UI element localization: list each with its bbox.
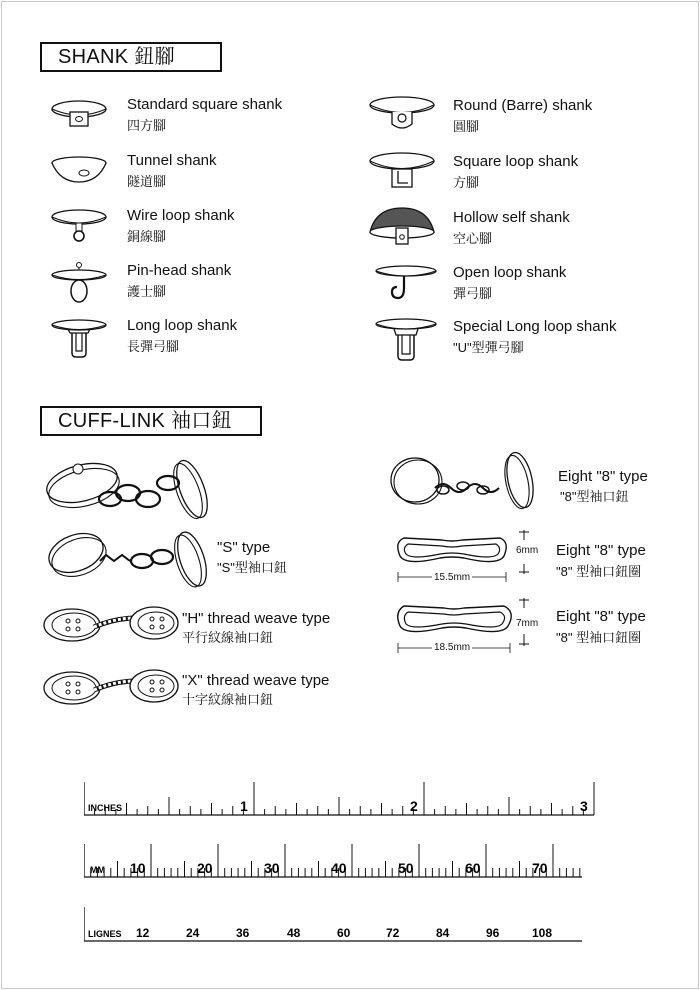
shank-item-standard-square bbox=[50, 96, 330, 136]
ligne-label: 72 bbox=[386, 926, 400, 940]
round-barre-shank-icon bbox=[368, 94, 438, 138]
mm-label: 20 bbox=[197, 860, 213, 876]
ligne-label: 84 bbox=[436, 926, 450, 940]
height-dimension-label: 7mm bbox=[516, 618, 539, 629]
width-dimension-label: 15.5mm bbox=[434, 572, 471, 583]
inches-ruler bbox=[84, 780, 596, 816]
ligne-label: 24 bbox=[186, 926, 200, 940]
cufflink-item-s-type bbox=[42, 523, 322, 593]
s-type-cufflink-icon bbox=[42, 523, 212, 593]
ligne-label: 60 bbox=[337, 926, 351, 940]
mm-label: 40 bbox=[331, 860, 347, 876]
cufflink-section-title: CUFF-LINK 袖口鈕 bbox=[40, 406, 262, 436]
shank-zh-label: 圓腳 bbox=[453, 119, 480, 134]
shank-zh-label: 四方腳 bbox=[127, 118, 167, 133]
tunnel-shank-icon bbox=[50, 152, 110, 192]
cufflink-en-label: Eight "8" type bbox=[556, 608, 646, 625]
cufflink-item-h-thread bbox=[42, 597, 362, 653]
cufflink-item-eight-ring-small bbox=[392, 528, 682, 588]
mm-ruler bbox=[84, 842, 584, 878]
cufflink-en-label: "S" type bbox=[217, 539, 271, 556]
shank-item-long-loop bbox=[50, 317, 330, 361]
shank-zh-label: "U"型彈弓腳 bbox=[453, 340, 524, 355]
shank-item-hollow-self bbox=[368, 206, 668, 250]
shank-en-label: Square loop shank bbox=[453, 153, 579, 170]
hollow-self-shank-icon bbox=[368, 206, 438, 250]
shank-zh-label: 隧道腳 bbox=[127, 174, 167, 189]
ligne-label: 36 bbox=[236, 926, 250, 940]
mm-label: 50 bbox=[398, 860, 414, 876]
square-loop-shank-icon bbox=[368, 150, 438, 194]
shank-item-open-loop bbox=[368, 262, 668, 306]
cufflink-en-label: "H" thread weave type bbox=[182, 610, 331, 627]
shank-en-label: Tunnel shank bbox=[127, 152, 217, 169]
mm-unit-label: MM bbox=[90, 865, 105, 875]
shank-en-label: Long loop shank bbox=[127, 317, 238, 334]
shank-en-label: Pin-head shank bbox=[127, 262, 232, 279]
shank-zh-label: 空心腳 bbox=[453, 231, 493, 246]
cufflink-item-eight-ring-large bbox=[392, 596, 682, 660]
lignes-unit-label: LIGNES bbox=[88, 929, 122, 939]
open-loop-shank-icon bbox=[368, 262, 438, 306]
cufflink-en-label: Eight "8" type bbox=[558, 468, 648, 485]
shank-zh-label: 方腳 bbox=[453, 175, 480, 190]
wire-loop-shank-icon bbox=[50, 207, 110, 251]
pin-head-shank-icon bbox=[50, 262, 110, 306]
inch-label: 3 bbox=[580, 798, 588, 814]
shank-en-label: Open loop shank bbox=[453, 264, 567, 281]
shank-en-label: Hollow self shank bbox=[453, 209, 570, 226]
mm-label: 10 bbox=[130, 860, 146, 876]
shank-section-title: SHANK 鈕腳 bbox=[40, 42, 222, 72]
cufflink-zh-label: "S"型袖口鈕 bbox=[217, 560, 287, 575]
shank-zh-label: 長彈弓腳 bbox=[127, 339, 180, 354]
h-thread-weave-cufflink-icon bbox=[42, 597, 182, 653]
shank-item-tunnel bbox=[50, 152, 330, 192]
shank-item-wire-loop bbox=[50, 207, 330, 251]
shank-en-label: Standard square shank bbox=[127, 96, 283, 113]
x-thread-weave-cufflink-icon bbox=[42, 660, 182, 716]
standard-square-shank-icon bbox=[50, 96, 110, 136]
long-loop-shank-icon bbox=[50, 317, 110, 361]
ligne-label: 108 bbox=[532, 926, 553, 940]
shank-en-label: Special Long loop shank bbox=[453, 318, 617, 335]
cufflink-zh-label: 十字紋線袖口鈕 bbox=[182, 692, 274, 707]
cufflink-zh-label: "8" 型袖口鈕圈 bbox=[556, 564, 642, 579]
cufflink-zh-label: "8" 型袖口鈕圈 bbox=[556, 630, 642, 645]
inch-label: 2 bbox=[410, 798, 418, 814]
cufflink-en-label: "X" thread weave type bbox=[182, 672, 330, 689]
shank-en-label: Wire loop shank bbox=[127, 207, 235, 224]
width-dimension-label: 18.5mm bbox=[434, 642, 471, 653]
cufflink-item-x-thread bbox=[42, 660, 362, 716]
shank-zh-label: 護士腳 bbox=[127, 284, 167, 299]
shank-item-square-loop bbox=[368, 150, 668, 194]
special-long-loop-shank-icon bbox=[368, 316, 438, 362]
mm-label: 70 bbox=[532, 860, 548, 876]
eight-type-cufflink-icon bbox=[385, 450, 545, 516]
lignes-ruler bbox=[84, 905, 584, 943]
ligne-label: 48 bbox=[287, 926, 301, 940]
mm-label: 60 bbox=[465, 860, 481, 876]
height-dimension-label: 6mm bbox=[516, 545, 539, 556]
chain-cufflink-illustration bbox=[42, 455, 212, 525]
shank-item-special-long-loop bbox=[368, 316, 668, 362]
shank-zh-label: 銅線腳 bbox=[127, 229, 167, 244]
mm-label: 30 bbox=[264, 860, 280, 876]
shank-item-round-barre bbox=[368, 94, 668, 138]
ligne-label: 12 bbox=[136, 926, 150, 940]
ligne-label: 96 bbox=[486, 926, 500, 940]
cufflink-en-label: Eight "8" type bbox=[556, 542, 646, 559]
cufflink-item-eight-type bbox=[385, 450, 675, 516]
shank-item-pin-head bbox=[50, 262, 330, 306]
cufflink-zh-label: "8"型袖口鈕 bbox=[560, 489, 629, 504]
shank-en-label: Round (Barre) shank bbox=[453, 97, 593, 114]
inch-label: 1 bbox=[240, 798, 248, 814]
inches-unit-label: INCHES bbox=[88, 803, 123, 813]
shank-zh-label: 彈弓腳 bbox=[453, 286, 493, 301]
cufflink-zh-label: 平行紋線袖口鈕 bbox=[182, 630, 274, 645]
